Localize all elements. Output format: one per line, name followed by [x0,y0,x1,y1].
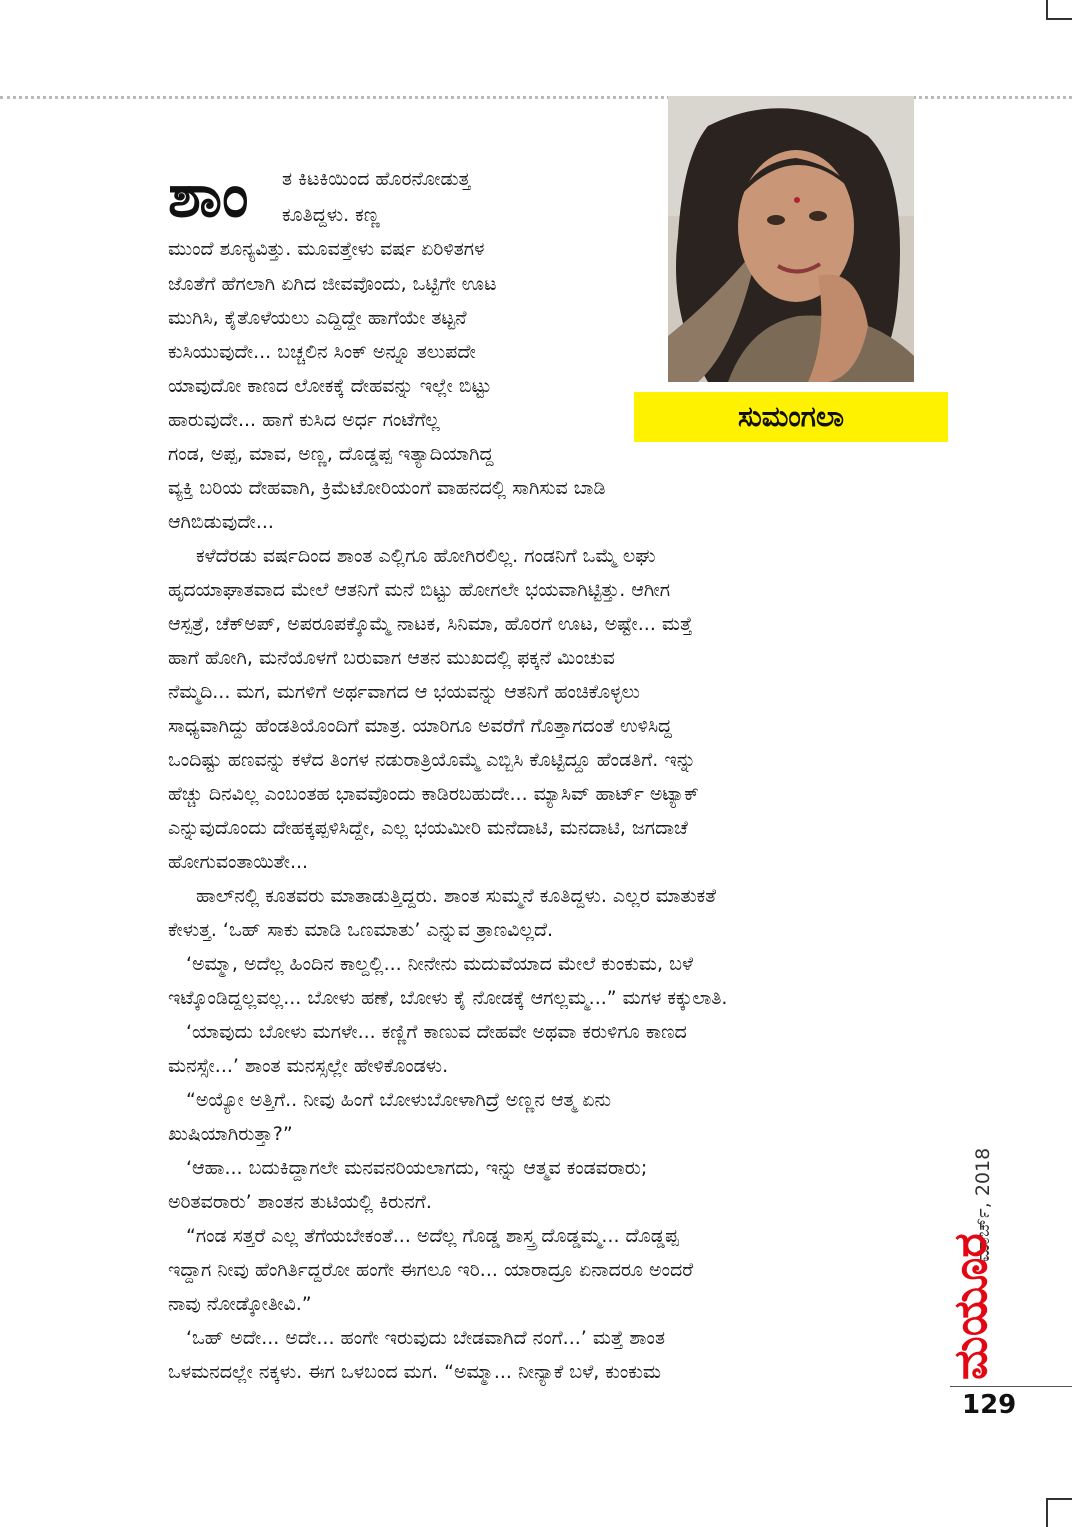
article-line: ಖುಷಿಯಾಗಿರುತ್ತಾ?” [168,1123,293,1145]
article-line: ಹಾಲ್‌ನಲ್ಲಿ ಕೂತವರು ಮಾತಾಡುತ್ತಿದ್ದರು. ಶಾಂತ ಸುಮ್ಮನೆ ಕೂತಿದ್ದಳು. ಎಲ್ಲರ ಮಾತುಕತೆ [196,885,717,907]
author-photo [668,96,914,382]
magazine-logo: ಮಯೂರ [943,1233,997,1380]
article-line: ಕೇಳುತ್ತ. ‘ಒಹ್ ಸಾಕು ಮಾಡಿ ಒಣಮಾತು’ ಎನ್ನುವ ತ್ರಾಣವಿಲ್ಲದೆ. [168,919,554,941]
article-line: “ಅಯ್ಯೋ ಅತ್ತಿಗೆ.. ನೀವು ಹಿಂಗೆ ಬೋಳುಬೋಳಾಗಿದ್ರೆ ಅಣ್ಣನ ಆತ್ಮ ಏನು [186,1089,612,1111]
article-line: ಕೂತಿದ್ದಳು. ಕಣ್ಣ [282,204,380,226]
article-line: ‘ಒಹ್ ಅದೇ... ಅದೇ... ಹಂಗೇ ಇರುವುದು ಬೇಡವಾಗಿದೆ ನಂಗೆ...’ ಮತ್ತೆ ಶಾಂತ [186,1327,666,1349]
article-line: ‘ಯಾವುದು ಬೋಳು ಮಗಳೇ... ಕಣ್ಣಿಗೆ ಕಾಣುವ ದೇಹವೇ ಅಥವಾ ಕರುಳಿಗೂ ಕಾಣದ [186,1021,687,1043]
article-line: “ಗಂಡ ಸತ್ತರೆ ಎಲ್ಲ ತೆಗೆಯಬೇಕಂತೆ... ಅದೆಲ್ಲ ಗೊಡ್ಡ ಶಾಸ್ತ್ರ ದೊಡ್ಡಮ್ಮ... ದೊಡ್ಡಪ್ಪ [186,1225,679,1247]
drop-cap: ಶಾಂ [168,161,247,231]
author-portrait-illustration [668,96,914,382]
author-name: ಸುಮಂಗಲಾ [738,400,844,433]
article-line: ಹೃದಯಾಘಾತವಾದ ಮೇಲೆ ಆತನಿಗೆ ಮನೆ ಬಿಟ್ಟು ಹೋಗಲೇ ಭಯವಾಗಿಟ್ಟಿತ್ತು. ಆಗೀಗ [168,579,670,601]
author-byline-box [634,392,948,442]
issue-date: ಮಾರ್ಚ್, 2018 [972,1147,994,1262]
article-line: ಯಾವುದೋ ಕಾಣದ ಲೋಕಕ್ಕೆ ದೇಹವನ್ನು ಇಲ್ಲೇ ಬಿಟ್ಟು [168,375,492,397]
article-line: ಹೋಗುವಂತಾಯಿತೇ... [168,851,309,873]
article-line: ಹೆಚ್ಚು ದಿನವಿಲ್ಲ ಎಂಬಂತಹ ಭಾವವೊಂದು ಕಾಡಿರಬಹುದೇ... ಮ್ಯಾಸಿವ್ ಹಾರ್ಟ್ ಅಟ್ಯಾಕ್ [168,783,699,805]
article-line: ಕುಸಿಯುವುದೇ... ಬಚ್ಚಲಿನ ಸಿಂಕ್ ಅನ್ನೂ ತಲುಪದೇ [168,341,476,363]
article-line: ಅರಿತವರಾರು’ ಶಾಂತನ ತುಟಿಯಲ್ಲಿ ಕಿರುನಗೆ. [168,1191,432,1213]
article-line: ಇದ್ದಾಗ ನೀವು ಹೆಂಗಿರ್ತಿದ್ದರೋ ಹಂಗೇ ಈಗಲೂ ಇರಿ... ಯಾರಾದ್ರೂ ಏನಾದರೂ ಅಂದರೆ [168,1259,694,1281]
article-line: ‘ಆಹಾ... ಬದುಕಿದ್ದಾಗಲೇ ಮನವನರಿಯಲಾಗದು, ಇನ್ನು ಆತ್ಮವ ಕಂಡವರಾರು; [186,1157,648,1179]
article-line: ಆಸ್ಪತ್ರೆ, ಚೆಕ್ಅಪ್, ಅಪರೂಪಕ್ಕೊಮ್ಮೆ ನಾಟಕ, ಸಿನಿಮಾ, ಹೊರಗೆ ಊಟ, ಅಷ್ಟೇ... ಮತ್ತೆ [168,613,693,635]
page-number-rule [950,1386,1072,1387]
article-line: ಹಾರುವುದೇ... ಹಾಗೆ ಕುಸಿದ ಅರ್ಧ ಗಂಟೆಗೆಲ್ಲ [168,409,440,431]
article-line: ಇಟ್ಕೊಂಡಿದ್ದಲ್ಲವಲ್ಲ... ಬೋಳು ಹಣೆ, ಬೋಳು ಕೈ ನೋಡಕ್ಕೆ ಆಗಲ್ಲಮ್ಮ...” ಮಗಳ ಕಕ್ಕುಲಾತಿ. [168,987,728,1009]
article-line: ತ ಕಿಟಕಿಯಿಂದ ಹೊರನೋಡುತ್ತ [282,168,471,190]
article-line: ಎನ್ನುವುದೊಂದು ದೇಹಕ್ಕಪ್ಪಳಿಸಿದ್ದೇ, ಎಲ್ಲ ಭಯಮೀರಿ ಮನೆದಾಟಿ, ಮನದಾಟಿ, ಜಗದಾಚೆ [168,817,688,839]
crop-mark-top-right [1046,0,1072,20]
article-line: ನಾವು ನೋಡ್ಕೋತೀವಿ.” [168,1293,312,1315]
article-line: ಮುಂದೆ ಶೂನ್ಯವಿತ್ತು. ಮೂವತ್ತೇಳು ವರ್ಷ ಏರಿಳಿತಗಳ [168,238,485,260]
page-number: 129 [962,1390,1017,1420]
article-line: ಮನಸ್ಸೇ...’ ಶಾಂತ ಮನಸ್ಸಲ್ಲೇ ಹೇಳಿಕೊಂಡಳು. [168,1055,449,1077]
article-line: ಕಳೆದೆರಡು ವರ್ಷದಿಂದ ಶಾಂತ ಎಲ್ಲಿಗೂ ಹೋಗಿರಲಿಲ್ಲ. ಗಂಡನಿಗೆ ಒಮ್ಮೆ ಲಘು [196,545,656,567]
crop-mark-bottom-right [1046,1498,1072,1527]
article-line: ವ್ಯಕ್ತಿ ಬರಿಯ ದೇಹವಾಗಿ, ಕ್ರಿಮೆಟೋರಿಯಂಗೆ ವಾಹನದಲ್ಲಿ ಸಾಗಿಸುವ ಬಾಡಿ [168,477,606,499]
article-line: ಹಾಗೆ ಹೋಗಿ, ಮನೆಯೊಳಗೆ ಬರುವಾಗ ಆತನ ಮುಖದಲ್ಲಿ ಫಕ್ಕನೆ ಮಿಂಚುವ [168,647,615,669]
article-line: ‘ಅಮ್ಮಾ, ಅದೆಲ್ಲ ಹಿಂದಿನ ಕಾಲ್ದಲ್ಲಿ... ನೀನೇನು ಮದುವೆಯಾದ ಮೇಲೆ ಕುಂಕುಮ, ಬಳೆ [186,953,694,975]
article-line: ಜೊತೆಗೆ ಹೆಗಲಾಗಿ ಏಗಿದ ಜೀವವೊಂದು, ಒಟ್ಟಿಗೇ ಊಟ [168,273,497,295]
article-line: ಮುಗಿಸಿ, ಕೈತೊಳೆಯಲು ಎದ್ದಿದ್ದೇ ಹಾಗೆಯೇ ತಟ್ಟನೆ [168,307,467,329]
article-line: ಆಗಿಬಿಡುವುದೇ... [168,511,274,533]
article-line: ಸಾಧ್ಯವಾಗಿದ್ದು ಹೆಂಡತಿಯೊಂದಿಗೆ ಮಾತ್ರ. ಯಾರಿಗೂ ಅವರೆಗೆ ಗೊತ್ತಾಗದಂತೆ ಉಳಿಸಿದ್ದ [168,715,673,737]
article-line: ಗಂಡ, ಅಪ್ಪ, ಮಾವ, ಅಣ್ಣ, ದೊಡ್ಡಪ್ಪ ಇತ್ಯಾದಿಯಾಗಿದ್ದ [168,443,494,465]
article-line: ನೆಮ್ಮದಿ... ಮಗ, ಮಗಳಿಗೆ ಅರ್ಥವಾಗದ ಆ ಭಯವನ್ನು ಆತನಿಗೆ ಹಂಚಿಕೊಳ್ಳಲು [168,681,640,703]
article-line: ಒಂದಿಷ್ಟು ಹಣವನ್ನು ಕಳೆದ ತಿಂಗಳ ನಡುರಾತ್ರಿಯೊಮ್ಮೆ ಎಬ್ಬಿಸಿ ಕೊಟ್ಟಿದ್ದೂ ಹೆಂಡತಿಗೆ. ಇನ್ನು [168,749,696,771]
article-line: ಒಳಮನದಲ್ಲೇ ನಕ್ಕಳು. ಈಗ ಒಳಬಂದ ಮಗ. “ಅಮ್ಮಾ... ನೀನ್ಯಾಕೆ ಬಳೆ, ಕುಂಕುಮ [168,1361,661,1383]
